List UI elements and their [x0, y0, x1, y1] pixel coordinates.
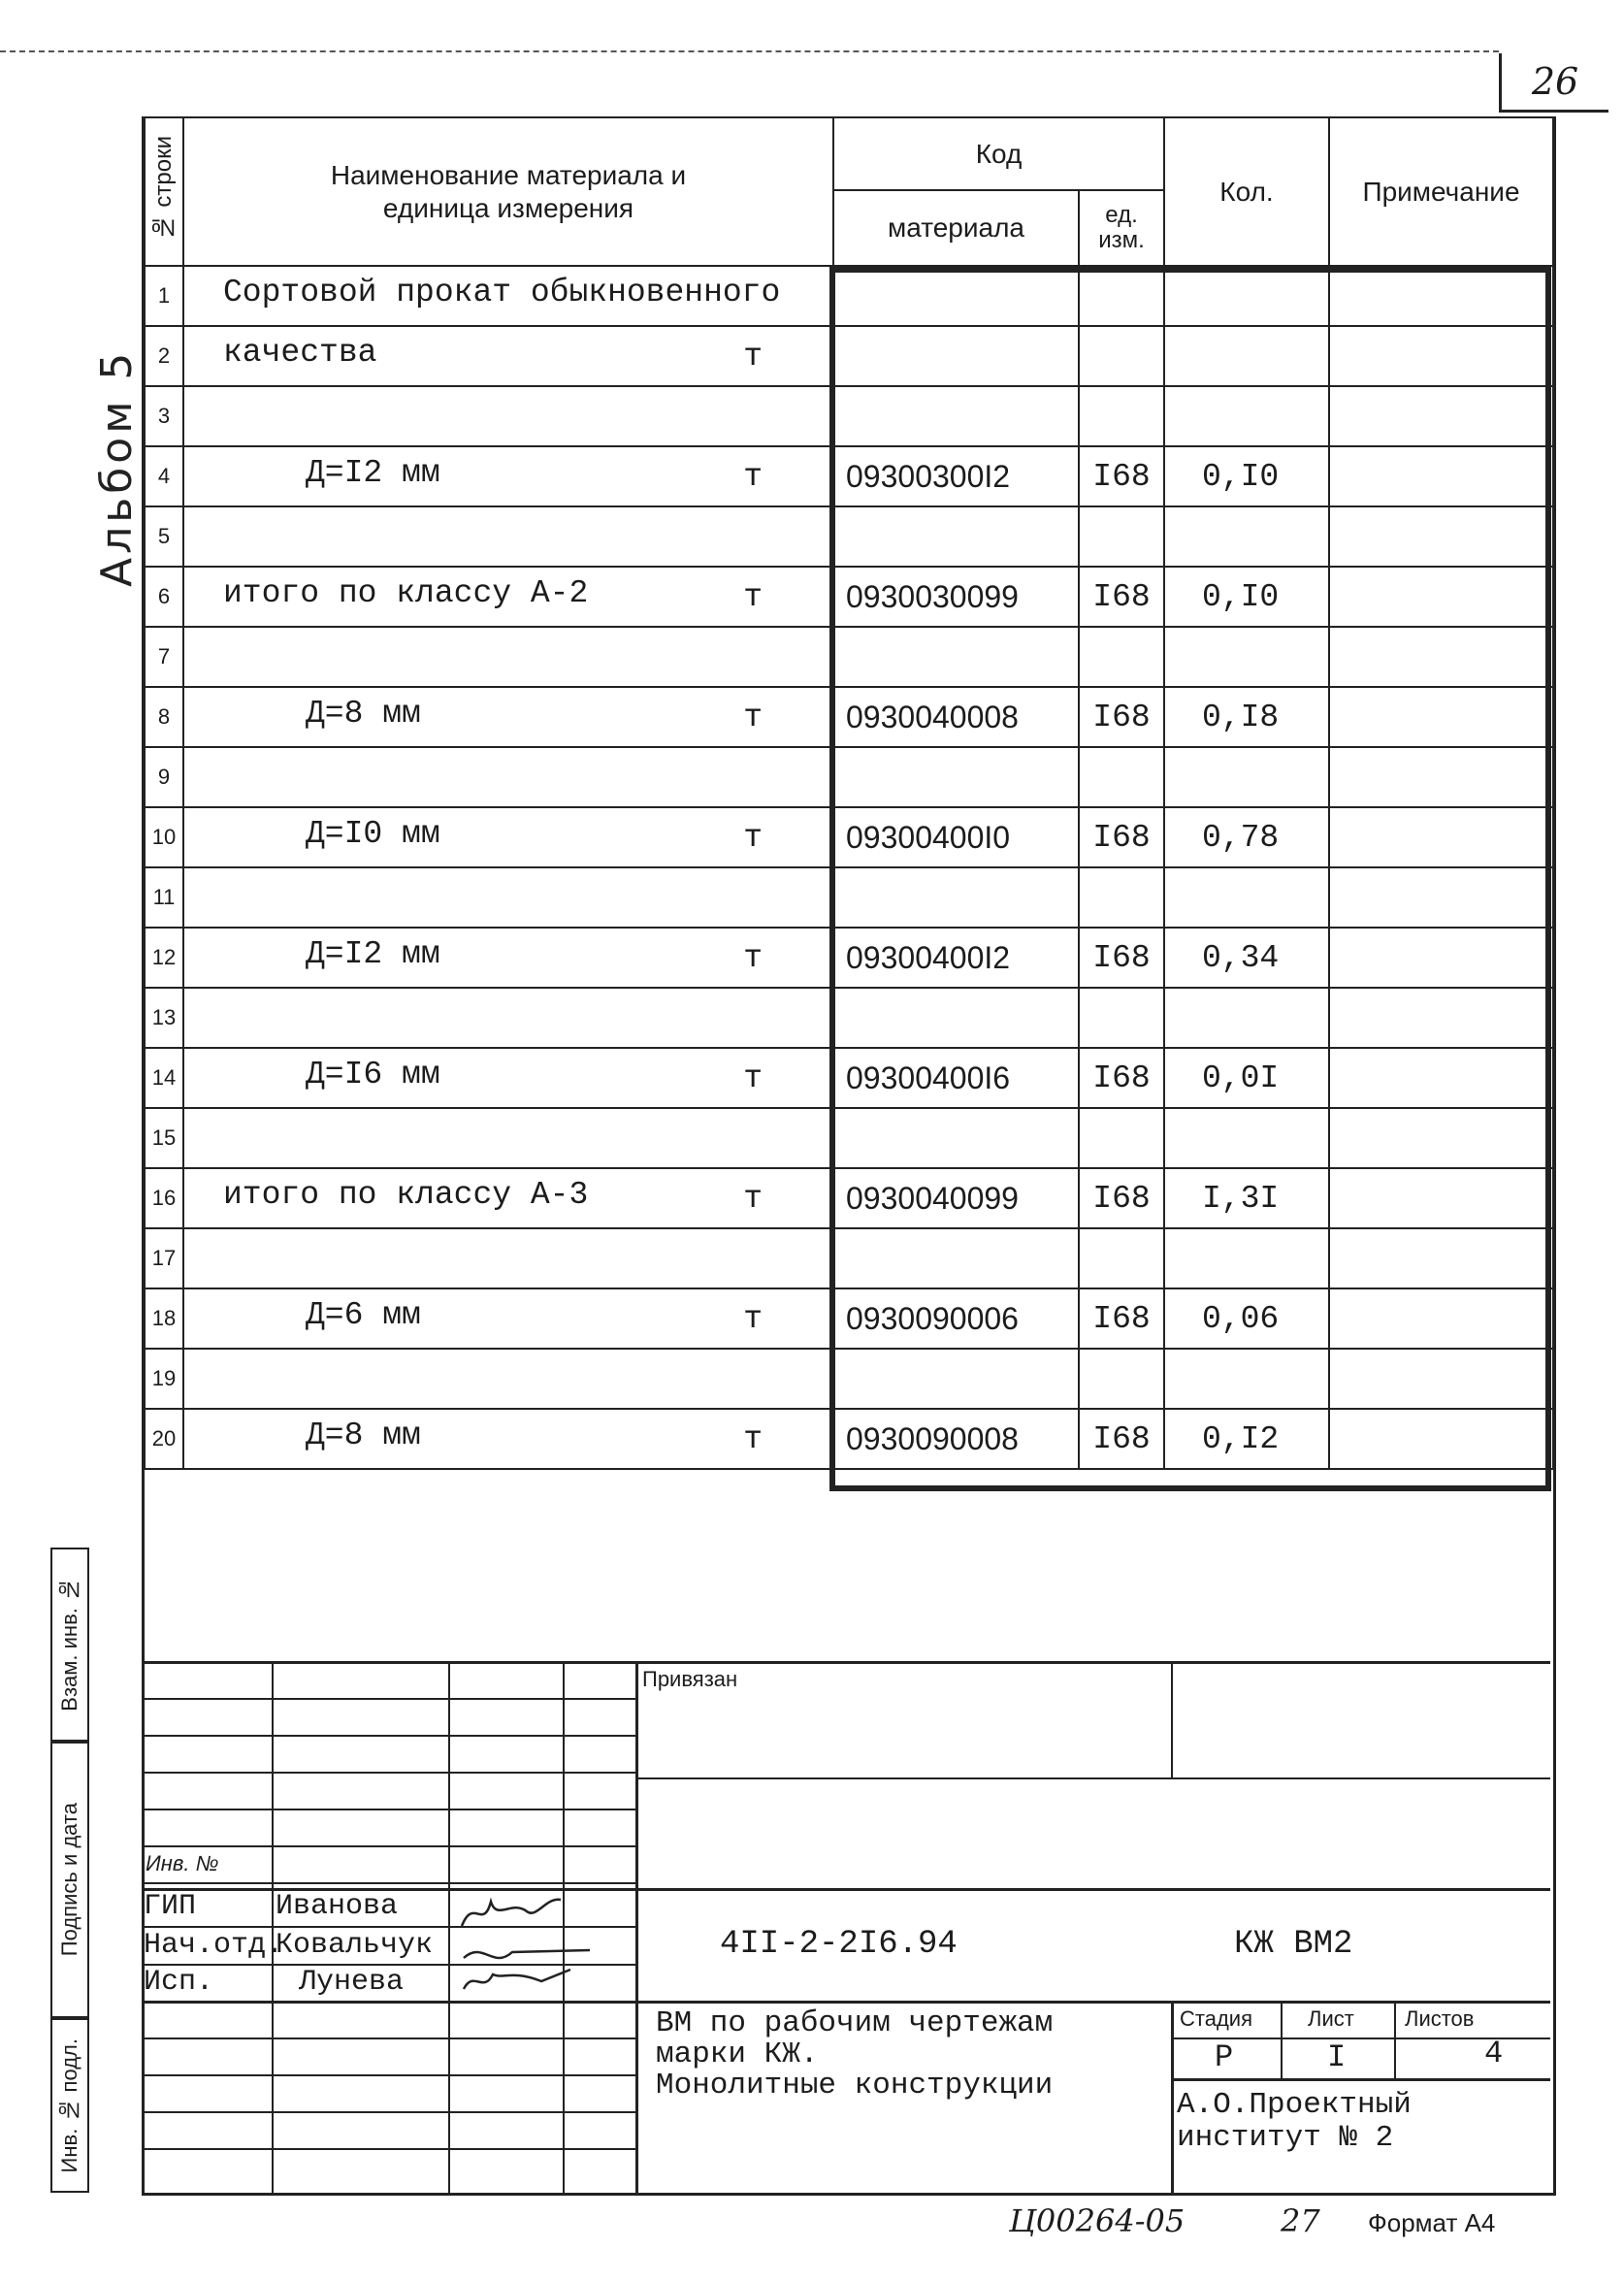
- tb-col4: [635, 1661, 638, 2193]
- row-name-cell: [183, 446, 833, 506]
- row-qty: I,3I: [1164, 1168, 1329, 1228]
- sheets-value: 4: [1484, 2036, 1504, 2071]
- row-unit-code: [1079, 747, 1164, 807]
- row-qty: 0,I8: [1164, 687, 1329, 747]
- row-qty: 0,34: [1164, 928, 1329, 988]
- row-name-cell: [183, 1168, 833, 1228]
- row-note: [1329, 1168, 1553, 1228]
- row-name: качества: [223, 335, 377, 371]
- row-note: [1329, 807, 1553, 867]
- row-qty: 0,I0: [1164, 446, 1329, 506]
- row-name: Сортовой прокат обыкновенного: [223, 275, 781, 310]
- tb-stage-split2: [1394, 2001, 1396, 2078]
- table-row: [145, 506, 1553, 567]
- tb-line-privyazan: [635, 1777, 1550, 1779]
- row-name-cell: [183, 386, 833, 446]
- row-number: 19: [145, 1349, 183, 1409]
- row-qty: 0,0I: [1164, 1048, 1329, 1108]
- sheets-label: Листов: [1405, 2006, 1475, 2031]
- row-unit-code: I68: [1079, 928, 1164, 988]
- row-unit-code: [1079, 1108, 1164, 1168]
- tb-h4: [142, 1809, 635, 1810]
- desc-line-2: марки КЖ.: [656, 2038, 819, 2071]
- row-name-cell: [183, 988, 833, 1048]
- row-number: 1: [145, 266, 183, 326]
- row-note: [1329, 1048, 1553, 1108]
- row-name: Д=I2 мм: [306, 455, 440, 491]
- row-material-code: 0930040008: [833, 687, 1079, 747]
- privyazan-label: Привязан: [642, 1667, 738, 1691]
- row-name: итого по классу А-3: [223, 1177, 589, 1213]
- row-number: 4: [145, 446, 183, 506]
- doc-code: 4II-2-2I6.94: [720, 1926, 958, 1963]
- row-material-code: 0930040099: [833, 1168, 1079, 1228]
- album-label: Альбом 5: [92, 348, 142, 587]
- row-unit-code: [1079, 1349, 1164, 1409]
- row-name-cell: [183, 867, 833, 928]
- row-name-cell: [183, 807, 833, 867]
- top-dashed-line: [0, 50, 1499, 52]
- side-inv-podl: Инв. № подл.: [50, 2018, 89, 2193]
- row-name-cell: [183, 266, 833, 326]
- row-note: [1329, 506, 1553, 567]
- row-number: 10: [145, 807, 183, 867]
- row-unit-code: I68: [1079, 807, 1164, 867]
- signatures-drawing: [454, 1892, 600, 1999]
- row-unit-code: I68: [1079, 1288, 1164, 1349]
- row-unit-code: I68: [1079, 1168, 1164, 1228]
- row-name-cell: [183, 567, 833, 627]
- format-label: Формат А4: [1368, 2208, 1496, 2237]
- tb-h10: [142, 2038, 635, 2039]
- row-name-cell: [183, 1228, 833, 1288]
- header-qty: Кол.: [1164, 117, 1329, 266]
- desc-line-3: Монолитные конструкции: [656, 2069, 1054, 2103]
- row-material-code: 0930090006: [833, 1288, 1079, 1349]
- row-number: 2: [145, 326, 183, 386]
- header-code-material: материала: [833, 190, 1079, 266]
- page-number: 27: [1281, 2202, 1320, 2239]
- row-note: [1329, 567, 1553, 627]
- row-qty: [1164, 867, 1329, 928]
- table-row: [145, 1288, 1553, 1349]
- row-name-cell: [183, 747, 833, 807]
- row-qty: 0,I0: [1164, 567, 1329, 627]
- row-qty: 0,78: [1164, 807, 1329, 867]
- row-name-cell: [183, 1349, 833, 1409]
- row-name: Д=I6 мм: [306, 1057, 440, 1092]
- row-note: [1329, 386, 1553, 446]
- table-row: [145, 1108, 1553, 1168]
- table-body: [145, 266, 1553, 1469]
- row-unit: т: [743, 1301, 763, 1337]
- row-unit-code: [1079, 1228, 1164, 1288]
- row-unit: т: [743, 820, 763, 856]
- row-number: 17: [145, 1228, 183, 1288]
- row-material-code: [833, 266, 1079, 326]
- row-material-code: [833, 747, 1079, 807]
- table-row: [145, 266, 1553, 326]
- row-number: 11: [145, 867, 183, 928]
- table-row: [145, 747, 1553, 807]
- header-name: Наименование материала и единица измерения: [183, 117, 833, 266]
- tb-h1: [142, 1698, 635, 1700]
- row-note: [1329, 326, 1553, 386]
- tb-h12: [142, 2111, 635, 2113]
- row-unit: т: [743, 1060, 763, 1096]
- row-name: итого по классу А-2: [223, 575, 589, 611]
- row-number: 15: [145, 1108, 183, 1168]
- row-unit: т: [743, 459, 763, 495]
- row-unit-code: I68: [1079, 1048, 1164, 1108]
- row-qty: [1164, 627, 1329, 687]
- tb-h5: [142, 1845, 635, 1847]
- row-number: 14: [145, 1048, 183, 1108]
- desc-line-1: ВМ по рабочим чертежам: [656, 2006, 1054, 2040]
- name-2: Ковальчук: [276, 1929, 434, 1962]
- name-3: Лунева: [299, 1966, 405, 1999]
- tb-privyazan-split: [1171, 1661, 1173, 1777]
- row-note: [1329, 446, 1553, 506]
- row-unit: т: [743, 1421, 763, 1457]
- row-note: [1329, 627, 1553, 687]
- row-material-code: 09300400I2: [833, 928, 1079, 988]
- row-number: 18: [145, 1288, 183, 1349]
- row-material-code: 09300300I2: [833, 446, 1079, 506]
- row-note: [1329, 747, 1553, 807]
- stage-label: Стадия: [1180, 2006, 1252, 2031]
- table-row: [145, 567, 1553, 627]
- table-row: [145, 1228, 1553, 1288]
- materials-table: [144, 116, 1554, 1470]
- role-1: ГИП: [144, 1890, 197, 1923]
- row-note: [1329, 1288, 1553, 1349]
- row-unit-code: I68: [1079, 446, 1164, 506]
- row-number: 16: [145, 1168, 183, 1228]
- row-unit: т: [743, 940, 763, 976]
- row-name: Д=I0 мм: [306, 816, 440, 852]
- row-unit: т: [743, 339, 763, 375]
- sheet-label: Лист: [1308, 2006, 1354, 2031]
- row-note: [1329, 266, 1553, 326]
- table-row: [145, 988, 1553, 1048]
- row-number: 6: [145, 567, 183, 627]
- tb-stage-h2: [1171, 2078, 1550, 2081]
- tb-stage-left: [1171, 2001, 1174, 2193]
- stage-value: Р: [1215, 2039, 1234, 2075]
- row-unit-code: I68: [1079, 567, 1164, 627]
- row-name-cell: [183, 928, 833, 988]
- row-name-cell: [183, 326, 833, 386]
- row-material-code: [833, 627, 1079, 687]
- role-2: Нач.отд.: [144, 1929, 284, 1962]
- row-unit: т: [743, 1181, 763, 1217]
- table-row: [145, 386, 1553, 446]
- row-unit-code: [1079, 867, 1164, 928]
- org-line-1: А.О.Проектный: [1177, 2088, 1412, 2122]
- row-note: [1329, 867, 1553, 928]
- sheet-value: I: [1327, 2039, 1347, 2075]
- header-row-number: № строки: [145, 117, 183, 266]
- side-podpis: Подпись и дата: [50, 1742, 89, 2018]
- table-row: [145, 867, 1553, 928]
- row-qty: 0,06: [1164, 1288, 1329, 1349]
- tb-h13: [142, 2148, 635, 2150]
- header-code-unit: ед. изм.: [1079, 190, 1164, 266]
- table-row: [145, 1048, 1553, 1108]
- row-note: [1329, 1108, 1553, 1168]
- row-qty: [1164, 266, 1329, 326]
- tb-stage-split1: [1281, 2001, 1283, 2078]
- tb-h11: [142, 2074, 635, 2076]
- row-name: Д=I2 мм: [306, 936, 440, 972]
- row-qty: 0,I2: [1164, 1409, 1329, 1469]
- row-material-code: 09300400I6: [833, 1048, 1079, 1108]
- row-qty: [1164, 988, 1329, 1048]
- org-line-2: институт № 2: [1177, 2121, 1394, 2155]
- row-note: [1329, 1409, 1553, 1469]
- row-unit-code: I68: [1079, 1409, 1164, 1469]
- row-note: [1329, 1349, 1553, 1409]
- table-row: [145, 446, 1553, 506]
- row-name: Д=8 мм: [306, 1418, 421, 1453]
- row-material-code: 0930090008: [833, 1409, 1079, 1469]
- row-number: 3: [145, 386, 183, 446]
- table-row: [145, 928, 1553, 988]
- archive-number: Ц00264-05: [1009, 2202, 1186, 2239]
- row-unit-code: [1079, 386, 1164, 446]
- row-qty: [1164, 1228, 1329, 1288]
- row-name-cell: [183, 1288, 833, 1349]
- row-material-code: [833, 386, 1079, 446]
- row-name-cell: [183, 506, 833, 567]
- row-unit-code: [1079, 627, 1164, 687]
- row-unit-code: [1079, 988, 1164, 1048]
- row-note: [1329, 1228, 1553, 1288]
- role-3: Исп.: [144, 1966, 214, 1999]
- row-number: 13: [145, 988, 183, 1048]
- tb-h2: [142, 1735, 635, 1737]
- row-qty: [1164, 506, 1329, 567]
- tb-h9: [142, 2001, 1550, 2004]
- row-material-code: [833, 1349, 1079, 1409]
- table-row: [145, 1349, 1553, 1409]
- row-name-cell: [183, 687, 833, 747]
- row-number: 20: [145, 1409, 183, 1469]
- row-material-code: 09300400I0: [833, 807, 1079, 867]
- row-material-code: [833, 1228, 1079, 1288]
- row-name-cell: [183, 1108, 833, 1168]
- row-unit-code: [1079, 266, 1164, 326]
- row-unit-code: I68: [1079, 687, 1164, 747]
- row-note: [1329, 928, 1553, 988]
- row-number: 8: [145, 687, 183, 747]
- row-material-code: 0930030099: [833, 567, 1079, 627]
- table-row: [145, 627, 1553, 687]
- tb-h3: [142, 1772, 635, 1774]
- table-row: [145, 687, 1553, 747]
- row-number: 5: [145, 506, 183, 567]
- row-number: 7: [145, 627, 183, 687]
- row-name-cell: [183, 1048, 833, 1108]
- inv-no-label: Инв. №: [146, 1851, 219, 1875]
- tb-h6: [142, 1882, 635, 1884]
- row-material-code: [833, 988, 1079, 1048]
- side-vzam: Взам. инв. №: [50, 1548, 89, 1742]
- row-unit: т: [743, 579, 763, 615]
- table-row: [145, 807, 1553, 867]
- table-row: [145, 1168, 1553, 1228]
- row-material-code: [833, 506, 1079, 567]
- row-material-code: [833, 867, 1079, 928]
- row-unit-code: [1079, 506, 1164, 567]
- row-qty: [1164, 747, 1329, 807]
- row-material-code: [833, 326, 1079, 386]
- row-number: 12: [145, 928, 183, 988]
- row-qty: [1164, 386, 1329, 446]
- row-material-code: [833, 1108, 1079, 1168]
- header-note: Примечание: [1329, 117, 1553, 266]
- row-qty: [1164, 1349, 1329, 1409]
- name-1: Иванова: [276, 1890, 399, 1923]
- row-number: 9: [145, 747, 183, 807]
- sheet-number: 26: [1499, 53, 1608, 113]
- row-name-cell: [183, 627, 833, 687]
- row-name: Д=6 мм: [306, 1297, 421, 1333]
- row-qty: [1164, 1108, 1329, 1168]
- header-code: Код: [833, 117, 1164, 190]
- row-name: Д=8 мм: [306, 696, 421, 732]
- row-note: [1329, 687, 1553, 747]
- table-row: [145, 1409, 1553, 1469]
- table-row: [145, 326, 1553, 386]
- row-qty: [1164, 326, 1329, 386]
- title-top-line: [142, 1661, 1550, 1664]
- row-unit: т: [743, 700, 763, 735]
- row-note: [1329, 988, 1553, 1048]
- row-unit-code: [1079, 326, 1164, 386]
- doc-mark: КЖ ВМ2: [1234, 1926, 1353, 1963]
- row-name-cell: [183, 1409, 833, 1469]
